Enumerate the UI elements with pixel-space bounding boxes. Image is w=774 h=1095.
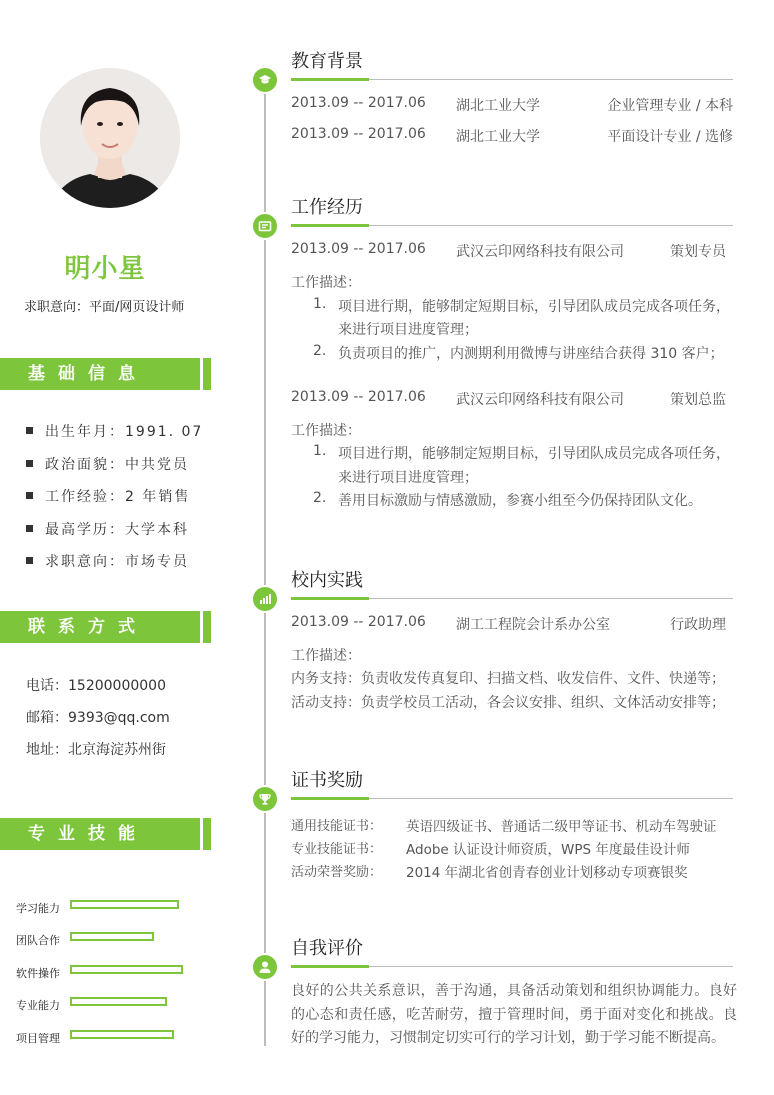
info-birth: 出生年月：1991. 07 bbox=[26, 421, 203, 441]
contact-phone: 电话：15200000000 bbox=[26, 678, 166, 694]
skill-bar bbox=[70, 1030, 174, 1039]
user-icon bbox=[251, 953, 279, 981]
list-number: 2. bbox=[313, 343, 327, 359]
bullet-square-icon bbox=[26, 492, 33, 499]
list-item: 来进行项目进度管理； bbox=[338, 322, 478, 338]
self-eval-text: 良好的公共关系意识，善于沟通，具备活动策划和组织协调能力。良好的心态和责任感，吃苦耐劳，擅于管理时间，勇于面对变化和挑战。良好的学习能力，习惯制定切实可行的学习计划，勤于学习能不断提高。 bbox=[291, 983, 737, 1046]
job-desc-label: 工作描述： bbox=[291, 423, 361, 439]
skill-bar bbox=[70, 997, 167, 1006]
edu-school: 湖北工业大学 bbox=[456, 129, 540, 145]
section-title: 专业技能 bbox=[28, 824, 148, 844]
section-title-education: 教育背景 bbox=[291, 51, 363, 72]
briefcase-icon bbox=[251, 212, 279, 240]
section-accent bbox=[291, 224, 369, 227]
job-role: 策划总监 bbox=[670, 392, 726, 408]
section-accent bbox=[291, 78, 369, 81]
skill-bar bbox=[70, 932, 154, 941]
contact-address: 地址：北京海淀苏州街 bbox=[26, 742, 166, 758]
cert-value: 英语四级证书、普通话二级甲等证书、机动车驾驶证 bbox=[406, 819, 717, 835]
edu-major: 平面设计专业 / 选修 bbox=[607, 129, 733, 145]
list-item: 善用目标激励与情感激励，参赛小组至今仍保持团队文化。 bbox=[338, 493, 702, 509]
section-title-work: 工作经历 bbox=[291, 197, 363, 218]
skill-label: 学习能力 bbox=[16, 902, 60, 915]
cert-label: 专业技能证书： bbox=[291, 842, 383, 857]
section-header-skills bbox=[0, 818, 200, 850]
cert-label: 通用技能证书： bbox=[291, 819, 383, 834]
section-header-contact bbox=[0, 611, 200, 643]
list-item: 项目进行期，能够制定短期目标，引导团队成员完成各项任务， bbox=[338, 299, 730, 315]
campus-org: 湖工工程院会计系办公室 bbox=[456, 617, 610, 633]
job-company: 武汉云印网络科技有限公司 bbox=[456, 244, 624, 260]
skill-label: 项目管理 bbox=[16, 1032, 60, 1045]
cert-value: 2014 年湖北省创青春创业计划移动专项赛银奖 bbox=[406, 865, 688, 881]
bullet-square-icon bbox=[26, 427, 33, 434]
info-intent: 求职意向：市场专员 bbox=[26, 551, 189, 571]
section-accent bbox=[291, 597, 369, 600]
contact-email: 邮箱：9393@qq.com bbox=[26, 710, 170, 726]
list-item: 负责项目的推广，内测期利用微博与讲座结合获得 310 客户； bbox=[338, 346, 724, 362]
portrait-image bbox=[40, 68, 180, 208]
campus-desc-line: 活动支持：负责学校员工活动，各会议安排、组织、文体活动安排等； bbox=[291, 695, 725, 711]
job-role: 策划专员 bbox=[670, 244, 726, 260]
edu-major: 企业管理专业 / 本科 bbox=[607, 98, 733, 114]
job-date: 2013.09 -- 2017.06 bbox=[291, 241, 426, 257]
trophy-icon bbox=[251, 785, 279, 813]
section-title-certs: 证书奖励 bbox=[291, 770, 363, 791]
campus-desc-label: 工作描述： bbox=[291, 648, 361, 664]
list-number: 2. bbox=[313, 490, 327, 506]
section-accent bbox=[291, 965, 369, 968]
avatar bbox=[40, 68, 180, 208]
section-title-self-eval: 自我评价 bbox=[291, 938, 363, 959]
job-desc-label: 工作描述： bbox=[291, 275, 361, 291]
list-number: 1. bbox=[313, 443, 327, 459]
candidate-name: 明小星 bbox=[64, 254, 146, 284]
graduation-cap-icon bbox=[251, 66, 279, 94]
skill-label: 专业能力 bbox=[16, 999, 60, 1012]
campus-date: 2013.09 -- 2017.06 bbox=[291, 614, 426, 630]
skill-bar bbox=[70, 900, 179, 909]
skill-bar bbox=[70, 965, 183, 974]
info-experience: 工作经验：2 年销售 bbox=[26, 486, 190, 506]
section-title: 联系方式 bbox=[28, 617, 148, 637]
bullet-square-icon bbox=[26, 557, 33, 564]
section-title: 基础信息 bbox=[28, 364, 148, 384]
bar-chart-icon bbox=[251, 585, 279, 613]
info-politics: 政治面貌：中共党员 bbox=[26, 454, 189, 474]
list-number: 1. bbox=[313, 296, 327, 312]
campus-role: 行政助理 bbox=[670, 617, 726, 633]
section-title-campus: 校内实践 bbox=[291, 570, 363, 591]
edu-school: 湖北工业大学 bbox=[456, 98, 540, 114]
edu-date: 2013.09 -- 2017.06 bbox=[291, 95, 426, 111]
info-education: 最高学历：大学本科 bbox=[26, 519, 189, 539]
section-accent bbox=[291, 797, 369, 800]
edu-date: 2013.09 -- 2017.06 bbox=[291, 126, 426, 142]
section-header-basic-info bbox=[0, 358, 200, 390]
list-item: 项目进行期，能够制定短期目标，引导团队成员完成各项任务， bbox=[338, 446, 730, 462]
section-tab bbox=[203, 818, 211, 850]
cert-label: 活动荣誉奖励： bbox=[291, 865, 383, 880]
campus-desc-line: 内务支持：负责收发传真复印、扫描文档、收发信件、文件、快递等； bbox=[291, 671, 725, 687]
job-intent: 求职意向：平面/网页设计师 bbox=[24, 300, 185, 315]
list-item: 来进行项目进度管理； bbox=[338, 470, 478, 486]
job-date: 2013.09 -- 2017.06 bbox=[291, 389, 426, 405]
cert-value: Adobe 认证设计师资质，WPS 年度最佳设计师 bbox=[406, 842, 690, 858]
skill-label: 软件操作 bbox=[16, 967, 60, 980]
bullet-square-icon bbox=[26, 525, 33, 532]
section-tab bbox=[203, 611, 211, 643]
section-tab bbox=[203, 358, 211, 390]
job-company: 武汉云印网络科技有限公司 bbox=[456, 392, 624, 408]
bullet-square-icon bbox=[26, 460, 33, 467]
skill-label: 团队合作 bbox=[16, 934, 60, 947]
